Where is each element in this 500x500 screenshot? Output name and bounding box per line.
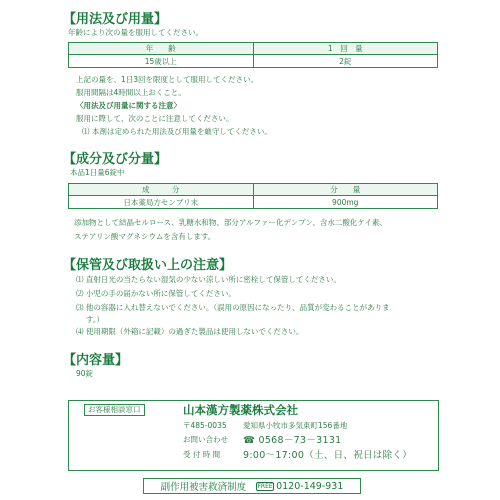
usage-col-age: 年 齢	[145, 44, 176, 53]
storage-item-2: ⑵ 小児の手の届かない所に保管してください。	[76, 289, 236, 298]
table-row	[69, 196, 437, 208]
usage-age-value: 15歳以上	[144, 56, 177, 66]
phone-label: お問い合わせ	[183, 435, 228, 444]
additives-line-2: ステアリン酸マグネシウムを含有します。	[74, 232, 216, 241]
contents-value: 90錠	[76, 369, 94, 378]
ingredients-intro: 本品1日量6錠中	[70, 168, 125, 177]
usage-caution-intro: 服用に際して、次のことに注意してください。	[76, 114, 234, 123]
relief-phone-group	[256, 481, 343, 492]
company-name: 山本漢方製薬株式会社	[183, 403, 298, 417]
address: 愛知県小牧市多気東町156番地	[243, 421, 348, 430]
usage-intro: 年齢により次の量を服用してください。	[68, 28, 203, 37]
usage-col-dose: 1 回 量	[253, 43, 438, 54]
storage-item-3-cont: す。）	[76, 315, 105, 324]
usage-note-1: 上記の量を、1日3回を限度として服用してください。	[76, 75, 259, 84]
ingredients-heading: 【成分及び分量】	[63, 152, 168, 167]
ingredients-table	[68, 183, 438, 209]
ingredients-table-header	[69, 184, 437, 196]
usage-table-header	[69, 43, 437, 55]
contents-heading: 【内容量】	[63, 353, 129, 368]
relief-label: 副作用被害救済制度	[160, 482, 247, 493]
free-dial-icon: FREE	[257, 482, 273, 490]
relief-phone[interactable]: 0120-149-931	[276, 480, 344, 492]
table-row	[69, 55, 437, 67]
usage-dose-value: 2錠	[253, 55, 438, 67]
usage-heading: 【用法及び用量】	[63, 12, 168, 27]
business-hours: 9:00～17:00（土、日、祝日は除く）	[243, 450, 413, 461]
postal-code: 〒485-0035	[183, 421, 227, 430]
storage-item-4: ⑷ 使用期限（外箱に記載）の過ぎた製品は使用しないでください。	[76, 327, 304, 336]
storage-item-3: ⑶ 他の容器に入れ替えないでください。（誤用の原因になったり、品質が変わることがありま	[76, 303, 390, 312]
usage-table	[68, 42, 438, 68]
usage-note-2: 服用間隔は4時間以上おくこと。	[76, 88, 186, 97]
ingredient-amount: 900mg	[253, 196, 438, 208]
hours-label: 受 付 時 間	[183, 450, 221, 459]
phone-row	[243, 432, 342, 446]
additives-line-1: 添加物として結晶セルロース、乳糖水和物、部分アルファー化デンプン、含水二酸化ケイ素、	[74, 218, 387, 227]
ingredient-name: 日本薬局方センブリ末	[123, 197, 199, 207]
usage-caution-heading: 〈用法及び用量に関する注意〉	[76, 101, 181, 110]
phone-number[interactable]: 0568－73－3131	[258, 435, 342, 446]
ingredients-col-amount: 分 量	[253, 184, 438, 195]
usage-caution-item-1: ⑴ 本剤は定められた用法及び用量を厳守してください。	[82, 127, 272, 136]
storage-heading: 【保管及び取扱い上の注意】	[63, 258, 233, 273]
ingredients-col-component: 成 分	[142, 185, 180, 194]
storage-item-1: ⑴ 直射日光の当たらない湿気の少ない涼しい所に密栓して保管してください。	[76, 275, 341, 284]
contact-tag: お客様相談窓口	[84, 404, 145, 416]
phone-icon: ☎	[243, 435, 256, 446]
relief-system-box	[143, 478, 361, 494]
